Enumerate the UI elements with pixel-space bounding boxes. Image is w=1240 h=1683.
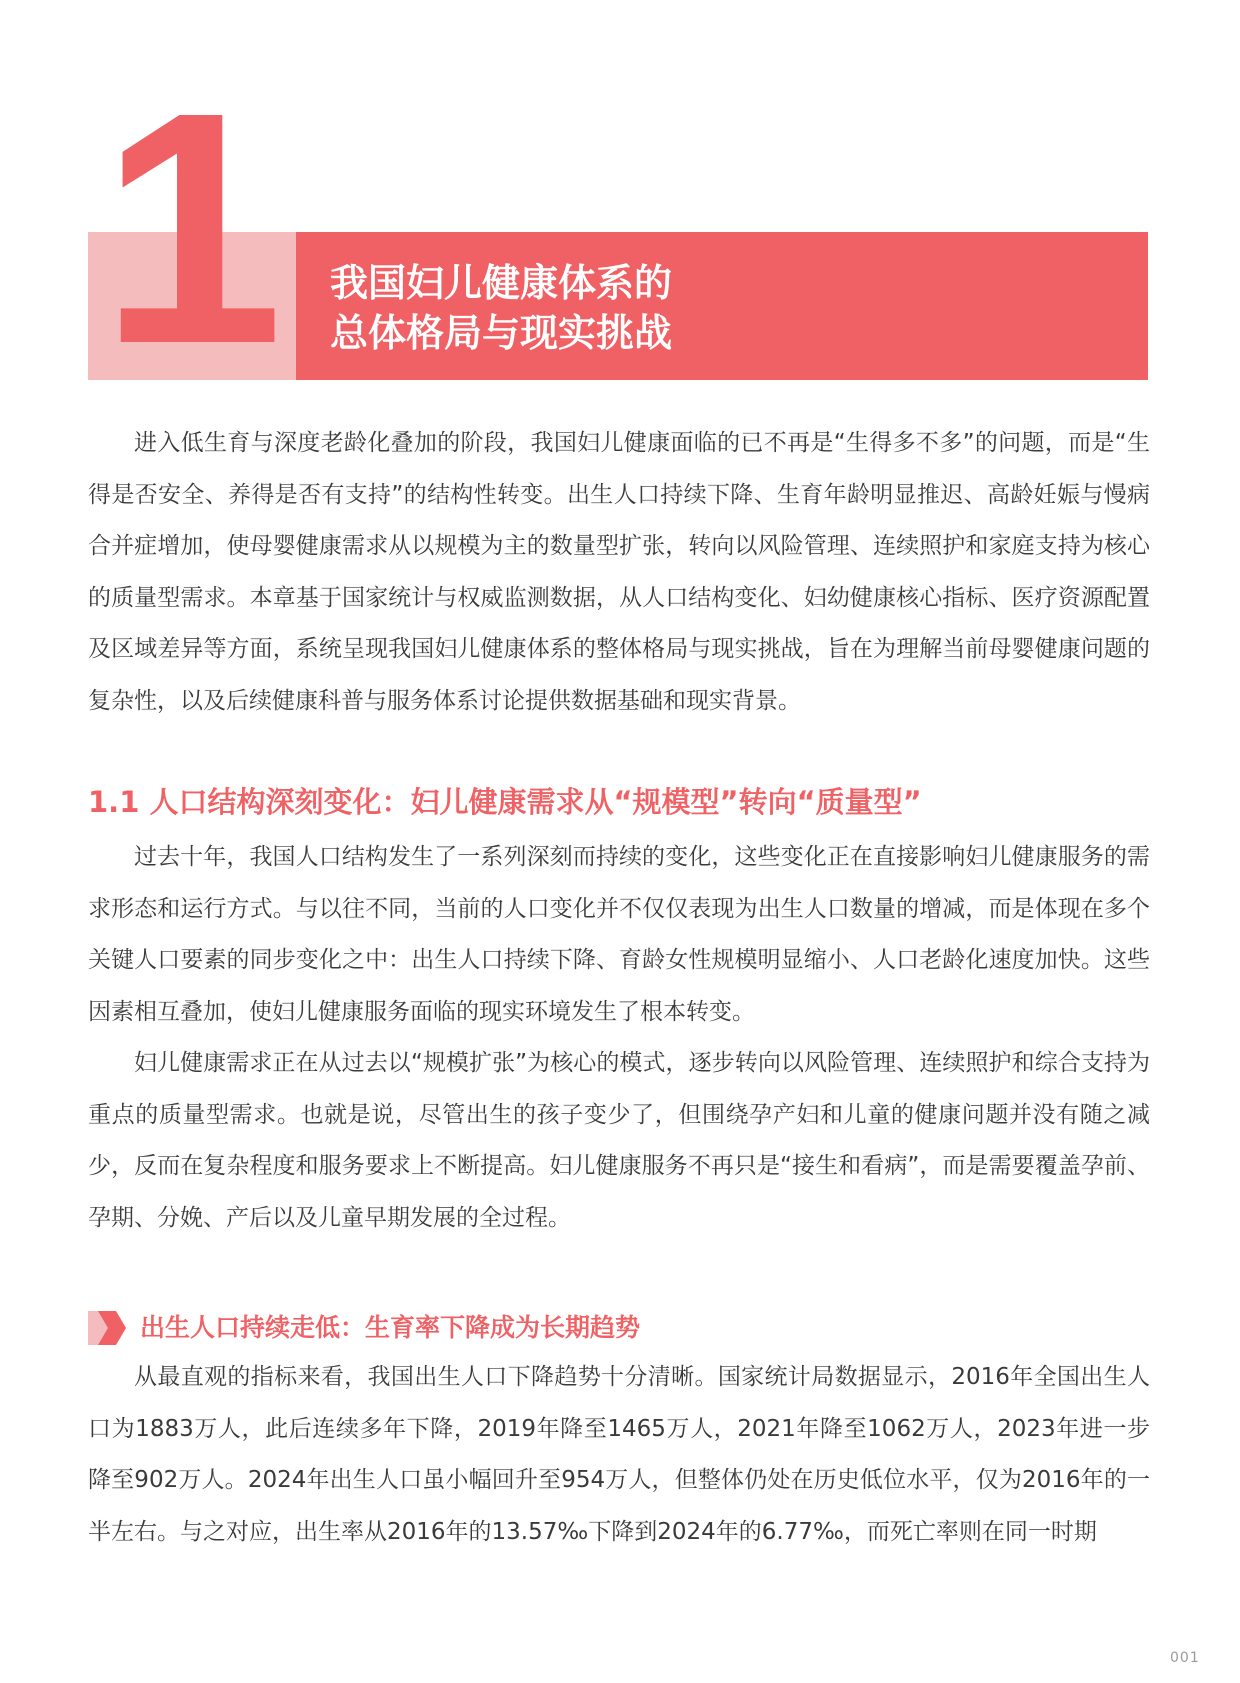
subsection-heading: 出生人口持续走低：生育率下降成为长期趋势 bbox=[140, 1313, 641, 1342]
subsection-heading-row bbox=[88, 1308, 1150, 1348]
subsection-paragraph: 从最直观的指标来看，我国出生人口下降趋势十分清晰。国家统计局数据显示，2016年全国出生人口为1883万人，此后连续多年下降，2019年降至1465万人，2021年降至1062万人，2023年进一步降至902万人。2024年出生人口虽小幅回升至954万人，但整体仍处在历史低位水平，仅为2016年的一半左右。与之对应，出生率从2016年的13.57‰下降到2024年的6.77‰，而死亡率则在同一时期 bbox=[88, 1364, 1150, 1545]
section-heading: 1.1 人口结构深刻变化：妇儿健康需求从“规模型”转向“质量型” bbox=[88, 785, 922, 819]
chapter-title bbox=[330, 258, 1130, 358]
subsection-marker-icon bbox=[88, 1311, 128, 1345]
chapter-title-line2: 总体格局与现实挑战 bbox=[330, 311, 673, 355]
section-paragraph-2: 妇儿健康需求正在从过去以“规模扩张”为核心的模式，逐步转向以风险管理、连续照护和综合支持为重点的质量型需求。也就是说，尽管出生的孩子变少了，但围绕孕产妇和儿童的健康问题并没有随之减少，反而在复杂程度和服务要求上不断提高。妇儿健康服务不再只是“接生和看病”，而是需要覆盖孕前、孕期、分娩、产后以及儿童早期发展的全过程。 bbox=[88, 1050, 1150, 1231]
intro-paragraph: 进入低生育与深度老龄化叠加的阶段，我国妇儿健康面临的已不再是“生得多不多”的问题，而是“生得是否安全、养得是否有支持”的结构性转变。出生人口持续下降、生育年龄明显推迟、高龄妊娠与慢病合并症增加，使母婴健康需求从以规模为主的数量型扩张，转向以风险管理、连续照护和家庭支持为核心的质量型需求。本章基于国家统计与权威监测数据，从人口结构变化、妇幼健康核心指标、医疗资源配置及区域差异等方面，系统呈现我国妇儿健康体系的整体格局与现实挑战，旨在为理解当前母婴健康问题的复杂性，以及后续健康科普与服务体系讨论提供数据基础和现实背景。 bbox=[88, 430, 1150, 714]
chapter-number: 1 bbox=[100, 43, 284, 412]
page-number: 001 bbox=[1170, 1650, 1200, 1666]
section-paragraph-1: 过去十年，我国人口结构发生了一系列深刻而持续的变化，这些变化正在直接影响妇儿健康服务的需求形态和运行方式。与以往不同，当前的人口变化并不仅仅表现为出生人口数量的增减，而是体现在多个关键人口要素的同步变化之中：出生人口持续下降、育龄女性规模明显缩小、人口老龄化速度加快。这些因素相互叠加，使妇儿健康服务面临的现实环境发生了根本转变。 bbox=[88, 844, 1150, 1025]
chapter-title-line1: 我国妇儿健康体系的 bbox=[330, 261, 673, 305]
